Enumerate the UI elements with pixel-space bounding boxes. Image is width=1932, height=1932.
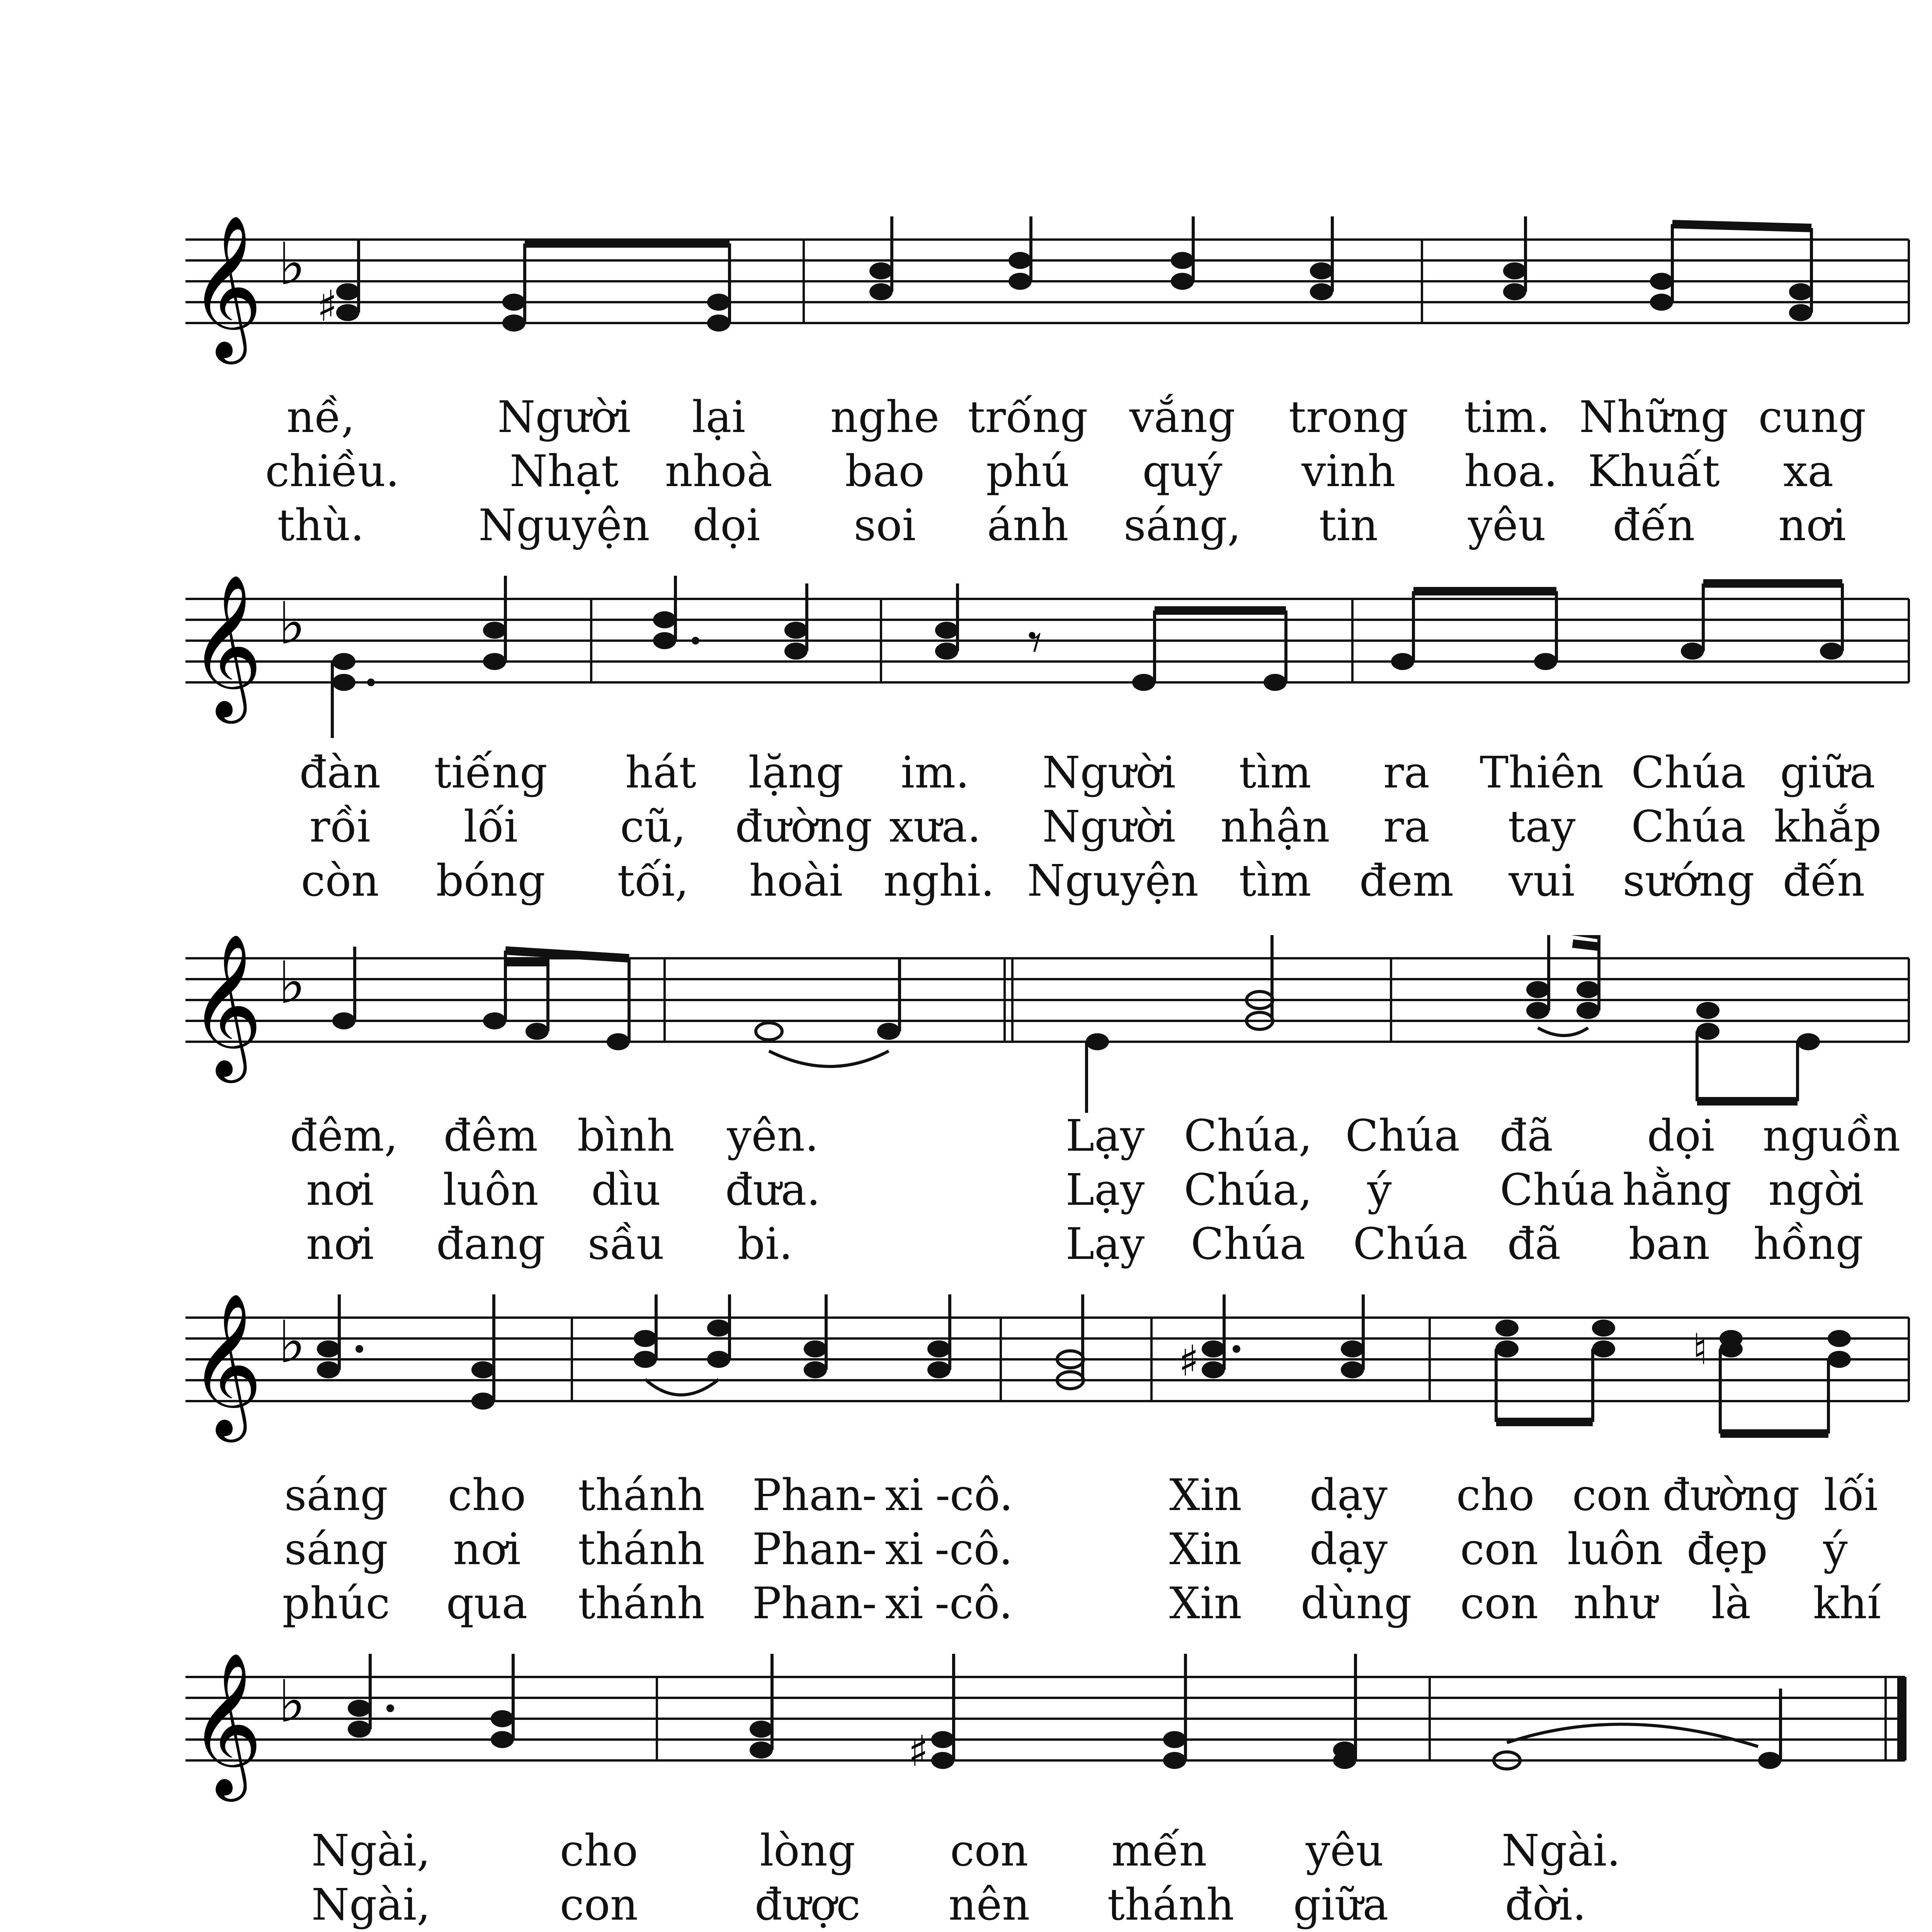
lyric-syllable: giữa: [1780, 748, 1876, 798]
lyric-syllable: luôn: [443, 1165, 539, 1215]
lyric-syllable: khí: [1813, 1578, 1881, 1629]
lyric-syllable: lối: [463, 802, 518, 852]
treble-clef-icon: 𝄞: [189, 216, 263, 358]
lyric-syllable: vui: [1509, 856, 1575, 906]
lyric-syllable: là: [1711, 1578, 1751, 1629]
lyric-syllable: trong: [1289, 392, 1408, 442]
lyric-verse-1: [0, 1109, 1932, 1163]
lyric-syllable: tin: [1319, 500, 1378, 551]
lyric-syllable: dạy: [1310, 1470, 1388, 1520]
lyric-syllable: đến: [1612, 500, 1695, 551]
lyric-syllable: bình: [577, 1111, 675, 1161]
lyric-verse-2: [0, 444, 1932, 498]
lyric-syllable: nghi.: [883, 856, 995, 906]
treble-clef-icon: 𝄞: [189, 576, 263, 717]
lyric-syllable: -cô.: [935, 1524, 1013, 1575]
lyric-syllable: con: [560, 1880, 638, 1930]
lyric-syllable: yêu: [1468, 500, 1546, 551]
lyric-syllable: Thiên: [1480, 748, 1604, 798]
lyric-syllable: con: [1460, 1578, 1539, 1629]
lyric-syllable: soi: [854, 500, 916, 551]
lyric-syllable: bóng: [436, 856, 546, 906]
lyric-syllable: mến: [1111, 1826, 1207, 1876]
lyric-syllable: lòng: [760, 1826, 855, 1876]
lyric-syllable: Phan: [752, 1578, 863, 1629]
lyric-syllable: còn: [301, 856, 379, 906]
lyric-syllable: đường: [735, 802, 872, 852]
lyric-syllable: nhận: [1220, 802, 1330, 852]
lyric-syllable: Chúa: [1353, 1219, 1468, 1269]
lyric-syllable: -: [862, 1470, 877, 1520]
lyric-syllable: cung: [1758, 392, 1866, 442]
lyric-syllable: phú: [986, 446, 1070, 497]
lyric-syllable: xi: [885, 1578, 923, 1629]
lyric-verse-2: [0, 800, 1932, 854]
lyric-verse-2: [0, 1163, 1932, 1217]
lyric-syllable: chiều.: [265, 446, 400, 497]
flat-key-signature: ♭: [278, 231, 306, 298]
lyric-syllable: đường: [1662, 1470, 1800, 1520]
lyric-syllable: cho: [560, 1826, 638, 1876]
lyric-syllable: con: [1572, 1470, 1651, 1520]
lyric-syllable: Xin: [1169, 1578, 1242, 1629]
lyric-syllable: Nguyện: [1027, 856, 1199, 906]
lyric-syllable: nên: [948, 1880, 1030, 1930]
lyric-syllable: hồng: [1753, 1219, 1864, 1269]
lyric-syllable: dìu: [591, 1165, 661, 1215]
lyric-syllable: nơi: [1778, 500, 1846, 551]
lyric-syllable: Chúa: [1345, 1111, 1460, 1161]
lyric-syllable: thánh: [578, 1524, 705, 1575]
lyric-syllable: dọi: [692, 500, 760, 551]
lyric-syllable: Chúa: [1631, 748, 1746, 798]
lyric-syllable: cho: [447, 1470, 526, 1520]
lyric-verse-2: [0, 1878, 1932, 1932]
lyric-syllable: đời.: [1505, 1880, 1587, 1930]
lyric-syllable: bi.: [737, 1219, 793, 1269]
lyric-syllable: thánh: [578, 1470, 705, 1520]
lyric-syllable: đã: [1507, 1219, 1561, 1269]
lyric-syllable: ra: [1383, 748, 1430, 798]
lyric-syllable: nơi: [306, 1219, 374, 1269]
lyric-verse-2: [0, 1522, 1932, 1577]
lyric-syllable: yêu: [1306, 1826, 1384, 1876]
lyric-syllable: lại: [692, 392, 746, 442]
lyric-syllable: lặng: [748, 748, 844, 798]
lyric-syllable: Chúa: [1190, 1219, 1306, 1269]
lyric-syllable: xi: [885, 1470, 923, 1520]
lyric-syllable: xa: [1783, 446, 1833, 497]
lyric-syllable: Lạy: [1065, 1219, 1145, 1269]
lyric-syllable: xưa.: [889, 802, 981, 852]
lyric-syllable: Lạy: [1065, 1111, 1145, 1161]
lyric-syllable: dùng: [1301, 1578, 1412, 1629]
lyric-syllable: Những: [1579, 392, 1729, 442]
lyric-syllable: cho: [1456, 1470, 1535, 1520]
lyric-syllable: hằng: [1622, 1165, 1732, 1215]
lyric-syllable: quý: [1142, 446, 1223, 497]
lyric-syllable: khắp: [1774, 802, 1882, 852]
lyric-syllable: đến: [1782, 856, 1865, 906]
lyric-syllable: ngời: [1768, 1165, 1864, 1215]
lyric-syllable: đêm: [443, 1111, 538, 1161]
lyric-syllable: sáng: [284, 1470, 388, 1520]
treble-clef-icon: 𝄞: [189, 1654, 263, 1795]
lyric-syllable: thánh: [1107, 1880, 1235, 1930]
lyric-syllable: Người: [497, 392, 631, 442]
final-barline: [1897, 1677, 1906, 1760]
lyric-syllable: tiếng: [434, 748, 548, 798]
lyric-syllable: đang: [436, 1219, 546, 1269]
lyric-syllable: Chúa: [1631, 802, 1746, 852]
lyric-syllable: được: [755, 1880, 861, 1930]
lyric-syllable: đưa.: [725, 1165, 821, 1215]
lyric-syllable: nhoà: [665, 446, 773, 497]
lyric-syllable: đã: [1499, 1111, 1553, 1161]
lyric-syllable: ra: [1383, 802, 1430, 852]
lyric-syllable: -cô.: [935, 1578, 1013, 1629]
svg-text:𝄾: 𝄾: [1028, 611, 1043, 674]
lyric-syllable: ý: [1823, 1524, 1848, 1575]
lyric-syllable: tìm: [1239, 856, 1311, 906]
lyric-syllable: Nguyện: [478, 500, 650, 551]
lyric-syllable: trống: [968, 392, 1088, 442]
lyric-syllable: đêm,: [290, 1111, 398, 1161]
flat-key-signature: ♭: [278, 1668, 306, 1735]
lyric-syllable: Chúa,: [1184, 1111, 1313, 1161]
lyric-syllable: ánh: [987, 500, 1069, 551]
lyric-syllable: cô.: [950, 1470, 1013, 1520]
lyric-syllable: Người: [1042, 802, 1176, 852]
treble-clef-icon: 𝄞: [189, 1294, 263, 1436]
lyric-syllable: luôn: [1567, 1524, 1663, 1575]
lyric-syllable: hát: [625, 748, 696, 798]
lyric-syllable: nề,: [286, 392, 355, 442]
lyric-verse-1: [0, 746, 1932, 800]
lyric-syllable: ý: [1367, 1165, 1392, 1215]
flat-key-signature: ♭: [278, 949, 306, 1017]
lyric-syllable: Chúa,: [1184, 1165, 1313, 1215]
svg-text:♯: ♯: [1179, 1336, 1199, 1386]
lyric-syllable: phúc: [282, 1578, 390, 1629]
lyric-syllable: -: [862, 1524, 877, 1575]
lyric-syllable: Nhạt: [510, 446, 619, 497]
lyric-syllable: im.: [901, 748, 969, 798]
lyric-syllable: Phan: [752, 1524, 863, 1575]
lyric-syllable: nơi: [453, 1524, 521, 1575]
flat-key-signature: ♭: [278, 590, 306, 657]
lyric-syllable: con: [950, 1826, 1029, 1876]
lyric-syllable: -: [862, 1578, 877, 1629]
lyric-syllable: sáng,: [1124, 500, 1241, 551]
lyric-verse-3: [0, 498, 1932, 553]
lyric-syllable: Khuất: [1588, 446, 1720, 497]
lyric-syllable: qua: [446, 1578, 528, 1629]
lyric-syllable: cũ,: [620, 802, 686, 852]
lyric-syllable: vắng: [1129, 392, 1235, 442]
lyric-syllable: Xin: [1169, 1524, 1242, 1575]
lyric-syllable: thánh: [578, 1578, 705, 1629]
lyric-syllable: sướng: [1622, 856, 1755, 906]
lyric-syllable: ban: [1628, 1219, 1710, 1269]
lyric-syllable: dọi: [1647, 1111, 1715, 1161]
lyric-syllable: nghe: [830, 392, 940, 442]
lyric-syllable: nơi: [306, 1165, 374, 1215]
lyric-syllable: hoa.: [1464, 446, 1558, 497]
lyric-syllable: hoài: [749, 856, 843, 906]
lyric-syllable: bao: [845, 446, 925, 497]
lyric-syllable: tìm: [1239, 748, 1311, 798]
lyric-syllable: Lạy: [1065, 1165, 1145, 1215]
lyric-verse-3: [0, 1577, 1932, 1631]
lyric-syllable: đẹp: [1687, 1524, 1768, 1575]
lyric-syllable: tim.: [1464, 392, 1550, 442]
flat-key-signature: ♭: [278, 1309, 306, 1376]
lyric-syllable: con: [1460, 1524, 1539, 1575]
lyric-syllable: giữa: [1293, 1880, 1389, 1930]
lyric-verse-3: [0, 854, 1932, 908]
lyric-syllable: Chúa: [1500, 1165, 1615, 1215]
lyric-syllable: -: [935, 1470, 950, 1520]
lyric-syllable: sầu: [587, 1219, 665, 1269]
lyric-syllable: Người: [1042, 748, 1176, 798]
lyric-verse-1: [0, 390, 1932, 444]
treble-clef-icon: 𝄞: [189, 935, 263, 1077]
lyric-syllable: sáng: [284, 1524, 388, 1575]
lyric-syllable: Ngài,: [311, 1880, 430, 1930]
svg-text:♯: ♯: [908, 1726, 929, 1776]
lyric-syllable: Ngài,: [311, 1826, 430, 1876]
lyric-syllable: đàn: [299, 748, 381, 798]
lyric-syllable: vinh: [1301, 446, 1396, 497]
lyric-syllable: dạy: [1310, 1524, 1388, 1575]
lyric-syllable: thù.: [277, 500, 364, 551]
lyric-syllable: Ngài.: [1502, 1826, 1621, 1876]
lyric-syllable: xi: [885, 1524, 923, 1575]
lyric-syllable: tay: [1508, 802, 1576, 852]
svg-text:♮: ♮: [1692, 1325, 1708, 1374]
lyric-verse-3: [0, 1217, 1932, 1271]
lyric-syllable: lối: [1823, 1470, 1878, 1520]
lyric-syllable: yên.: [727, 1111, 819, 1161]
lyric-syllable: Xin: [1169, 1470, 1242, 1520]
lyric-verse-1: [0, 1468, 1932, 1522]
lyric-syllable: đem: [1359, 856, 1454, 906]
svg-text:♯: ♯: [317, 281, 338, 331]
lyric-syllable: tối,: [617, 856, 689, 906]
lyric-syllable: Phan: [752, 1470, 863, 1520]
lyric-syllable: nguồn: [1762, 1111, 1901, 1161]
lyric-verse-1: [0, 1824, 1932, 1878]
lyric-syllable: rồi: [310, 802, 371, 852]
lyric-syllable: như: [1573, 1578, 1657, 1629]
